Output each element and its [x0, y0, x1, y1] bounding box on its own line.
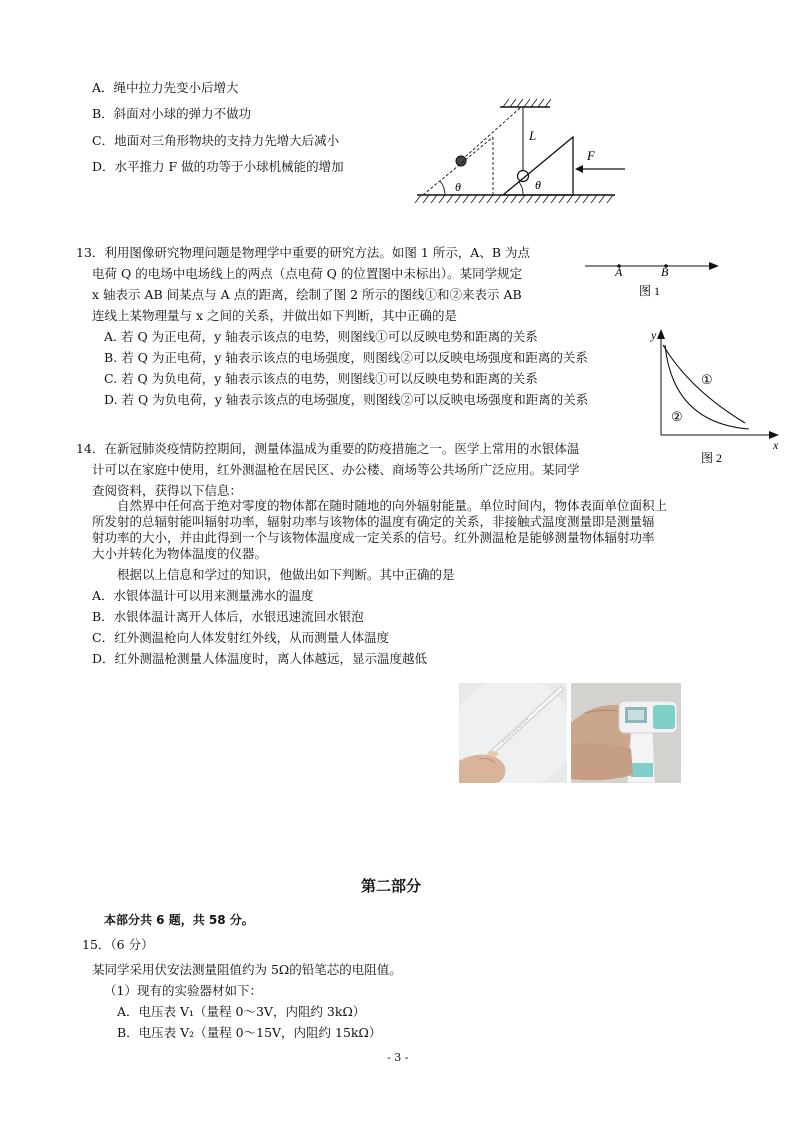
axis-y-label: y [651, 328, 657, 342]
q14-option-a: A．水银体温计可以用来测量沸水的温度 [92, 588, 314, 603]
q13-option-a: A. 若 Q 为正电荷，y 轴表示该点的电势，则图线①可以反映电势和距离的关系 [104, 329, 538, 344]
label-a: A [615, 265, 623, 279]
part-2-intro: 本部分共 6 题，共 58 分。 [104, 913, 254, 927]
q12-incline-figure [415, 95, 635, 213]
curve-2-label: ② [671, 409, 683, 424]
figure-1-caption: 图 1 [639, 284, 661, 298]
q13-option-d: D. 若 Q 为负电荷，y 轴表示该点的电场强度，则图线②可以反映电场强度和距离的关系 [104, 392, 589, 407]
q15-stem: 某同学采用伏安法测量阻值约为 5Ω的铅笔芯的电阻值。 [92, 962, 402, 977]
label-theta-2: θ [535, 178, 541, 192]
label-l: L [529, 128, 537, 143]
q12-option-d: D．水平推力 F 做的功等于小球机械能的增加 [92, 159, 344, 174]
q12-option-b: B．斜面对小球的弹力不做功 [92, 106, 252, 121]
q15-equipment-b: B．电压表 V₂（量程 0～15V，内阻约 15kΩ） [117, 1025, 382, 1040]
q13-option-b: B. 若 Q 为正电荷，y 轴表示该点的电场强度，则图线②可以反映电场强度和距离的关系 [104, 350, 588, 365]
q14-stem-line-1: 14．在新冠肺炎疫情防控期间，测量体温成为重要的防疫措施之一。医学上常用的水银体温 [76, 441, 580, 456]
q13-figure-1 [585, 256, 725, 300]
q14-option-c: C．红外测温枪向人体发射红外线，从而测量人体温度 [92, 630, 390, 645]
q14-judge-line: 根据以上信息和学过的知识，他做出如下判断。其中正确的是 [117, 567, 455, 582]
q14-stem-line-3: 查阅资料，获得以下信息： [92, 483, 243, 498]
q14-option-d: D．红外测温枪测量人体温度时，离人体越远，显示温度越低 [92, 651, 428, 666]
part-2-title: 第二部分 [361, 877, 422, 895]
q13-stem-line-1: 13．利用图像研究物理问题是物理学中重要的研究方法。如图 1 所示，A、B 为点 [76, 245, 530, 260]
page-number: - 3 - [387, 1051, 409, 1064]
q14-stem-line-2: 计可以在家庭中使用，红外测温枪在居民区、办公楼、商场等公共场所广泛应用。某同学 [92, 462, 580, 477]
q13-stem-line-2: 电荷 Q 的电场中电场线上的两点（点电荷 Q 的位置图中未标出）。某同学规定 [92, 266, 523, 281]
q14-option-b: B．水银体温计离开人体后，水银迅速流回水银泡 [92, 609, 364, 624]
q14-para-line-3: 射功率的大小，并由此得到一个与该物体温度成一定关系的信号。红外测温枪是能够测量物体辐射功率 [92, 530, 655, 545]
q15-subquestion-1: （1）现有的实验器材如下： [104, 983, 262, 998]
q12-option-c: C．地面对三角形物块的支持力先增大后减小 [92, 133, 340, 148]
q14-para-line-4: 大小并转化为物体温度的仪器。 [92, 546, 268, 561]
label-theta-1: θ [455, 180, 461, 194]
infrared-thermometer-photo [571, 683, 681, 783]
q13-option-c: C. 若 Q 为负电荷，y 轴表示该点的电势，则图线①可以反映电势和距离的关系 [104, 371, 538, 386]
q13-stem-line-3: x 轴表示 AB 间某点与 A 点的距离，绘制了图 2 所示的图线①和②来表示 AB [92, 287, 522, 302]
axis-x-label: x [773, 438, 779, 452]
q15-equipment-a: A．电压表 V₁（量程 0～3V，内阻约 3kΩ） [117, 1004, 366, 1019]
q13-figure-2 [645, 325, 785, 470]
q15-heading: 15．（6 分） [82, 937, 154, 952]
q13-stem-line-4: 连线上某物理量与 x 之间的关系，并做出如下判断，其中正确的是 [92, 308, 457, 323]
q14-para-line-1: 自然界中任何高于绝对零度的物体都在随时随地的向外辐射能量。单位时间内，物体表面单位面积上 [117, 498, 668, 513]
label-b: B [661, 265, 669, 279]
label-f: F [587, 148, 595, 163]
mercury-thermometer-photo [459, 683, 567, 783]
curve-1-label: ① [701, 372, 713, 387]
figure-2-caption: 图 2 [701, 451, 723, 465]
q14-para-line-2: 所发射的总辐射能叫辐射功率，辐射功率与该物体的温度有确定的关系，非接触式温度测量即是测量辐 [92, 514, 655, 529]
q12-option-a: A．绳中拉力先变小后增大 [92, 80, 239, 95]
